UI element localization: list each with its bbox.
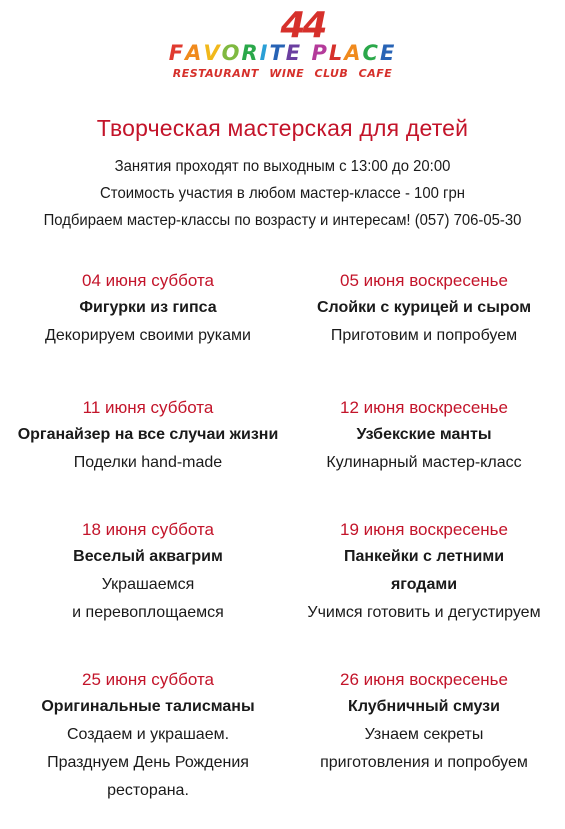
event-card (8, 667, 288, 817)
event-desc: Декорируем своими руками (45, 327, 251, 344)
event-desc: ресторана. (107, 782, 189, 799)
event-card (8, 395, 288, 505)
event-desc: Кулинарный мастер-класс (326, 454, 522, 471)
event-date: 04 июня суббота (82, 271, 214, 290)
event-date: 05 июня воскресенье (340, 271, 508, 290)
intro-contact: Подбираем мастер-классы по возрасту и интересам! (057) 706-05-30 (43, 212, 522, 229)
logo-letter: A (344, 41, 363, 65)
event-date: 25 июня суббота (82, 670, 214, 689)
event-desc: Приготовим и попробуем (330, 327, 518, 344)
logo-subtitle: RESTAURANT WINE CLUB CAFE (172, 67, 393, 80)
intro-price: Стоимость участия в любом мастер-классе - 100 грн (100, 185, 465, 202)
event-card (288, 517, 560, 655)
event-desc: Учимся готовить и дегустируем (307, 604, 541, 621)
event-name: Клубничный смузи (348, 698, 500, 715)
event-name: Оригинальные талисманы (41, 698, 255, 715)
event-name: Слойки с курицей и сыром (316, 299, 532, 316)
events-grid (8, 268, 560, 829)
logo-letter: F (168, 41, 186, 65)
logo-letter: P (311, 41, 329, 65)
logo-letter: C (362, 41, 380, 65)
event-card (8, 268, 288, 383)
logo-letter: T (269, 41, 286, 65)
event-desc: Украшаемся (101, 576, 195, 593)
event-desc: Создаем и украшаем. (66, 726, 230, 743)
event-desc: приготовления и попробуем (320, 754, 528, 771)
event-name: Узбекские манты (356, 426, 492, 443)
logo-letter: R (241, 41, 260, 65)
logo-letter: O (221, 41, 242, 65)
logo-letter: L (328, 41, 345, 65)
event-name: Фигурки из гипса (79, 299, 217, 316)
page-title: Творческая мастерская для детей (96, 115, 469, 141)
logo-letter: E (285, 41, 303, 65)
logo-number: 44 (280, 5, 325, 46)
event-date: 19 июня воскресенье (340, 520, 508, 539)
logo-letter: E (379, 41, 397, 65)
logo (0, 5, 565, 80)
intro-block (0, 153, 565, 234)
event-card (8, 517, 288, 655)
logo-letter: A (185, 41, 204, 65)
event-desc: и перевоплощаемся (72, 604, 224, 621)
logo-letter: I (259, 41, 270, 65)
event-card (288, 395, 560, 505)
event-name: Органайзер на все случаи жизни (17, 426, 279, 443)
event-name: Веселый аквагрим (73, 548, 223, 565)
logo-name (0, 42, 565, 64)
event-date: 18 июня суббота (82, 520, 214, 539)
event-card (288, 268, 560, 383)
event-date: 11 июня суббота (82, 398, 214, 417)
logo-letter (302, 42, 311, 64)
event-desc: Поделки hand-made (73, 454, 223, 471)
event-date: 26 июня воскресенье (340, 670, 508, 689)
intro-schedule: Занятия проходят по выходным с 13:00 до 20:00 (114, 158, 451, 175)
event-date: 12 июня воскресенье (340, 398, 508, 417)
logo-letter: V (203, 41, 222, 65)
event-desc: Узнаем секреты (364, 726, 484, 743)
event-name: Панкейки с летними ягодами (343, 548, 505, 593)
event-desc: Празднуем День Рождения (47, 754, 249, 771)
event-card (288, 667, 560, 817)
